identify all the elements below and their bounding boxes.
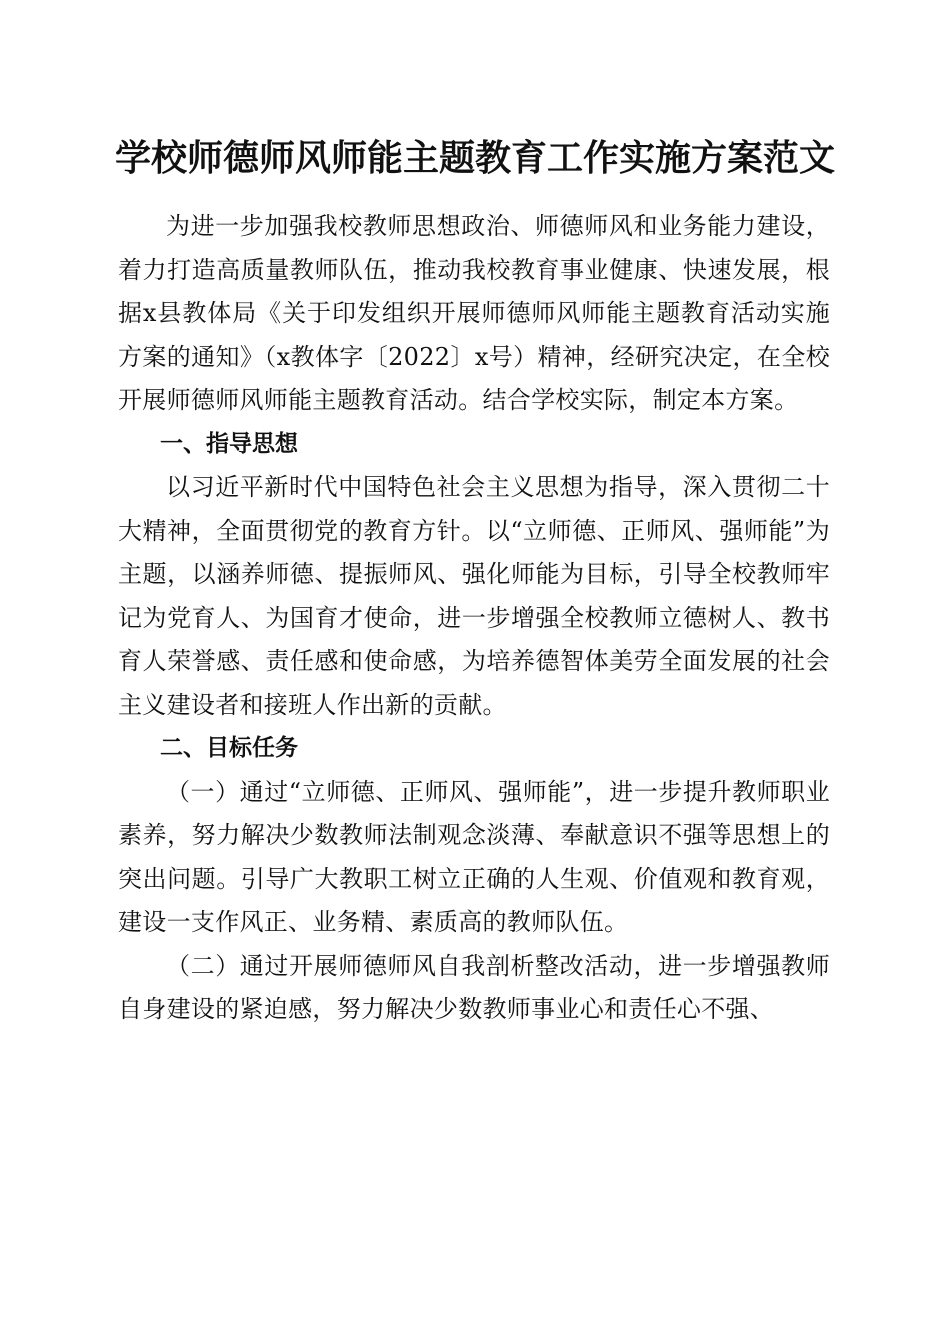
document-body (118, 205, 830, 1032)
section-heading-goals-tasks: 二、目标任务 (160, 735, 298, 761)
document-title: 学校师德师风师能主题教育工作实施方案范文 (114, 137, 835, 179)
intro-paragraph: 为进一步加强我校教师思想政治、师德师风和业务能力建设，着力打造高质量教师队伍，推动我校教育事业健康、快速发展，根据x县教体局《关于印发组织开展师德师风师能主题教育活动实施方案的通知》（x教体字〔2022〕x号）精神，经研究决定，在全校开展师德师风师能主题教育活动。结合学校实际，制定本方案。 (118, 212, 830, 414)
goals-item-2-paragraph: （二）通过开展师德师风自我剖析整改活动，进一步增强教师自身建设的紧迫感，努力解决少数教师事业心和责任心不强、 (118, 951, 830, 1023)
section-heading-guiding-ideology: 一、指导思想 (160, 430, 298, 457)
guiding-ideology-paragraph: 以习近平新时代中国特色社会主义思想为指导，深入贯彻二十大精神，全面贯彻党的教育方针。以“立师德、正师风、强师能”为主题，以涵养师德、提振师风、强化师能为目标，引导全校教师牢记为党育人、为国育才使命，进一步增强全校教师立德树人、教书育人荣誉感、责任感和使命感，为培养德智体美劳全面发展的社会主义建设者和接班人作出新的贡献。 (118, 473, 830, 719)
goals-item-1-paragraph: （一）通过“立师德、正师风、强师能”，进一步提升教师职业素养，努力解决少数教师法制观念淡薄、奉献意识不强等思想上的突出问题。引导广大教职工树立正确的人生观、价值观和教育观，建设一支作风正、业务精、素质高的教师队伍。 (118, 777, 830, 936)
